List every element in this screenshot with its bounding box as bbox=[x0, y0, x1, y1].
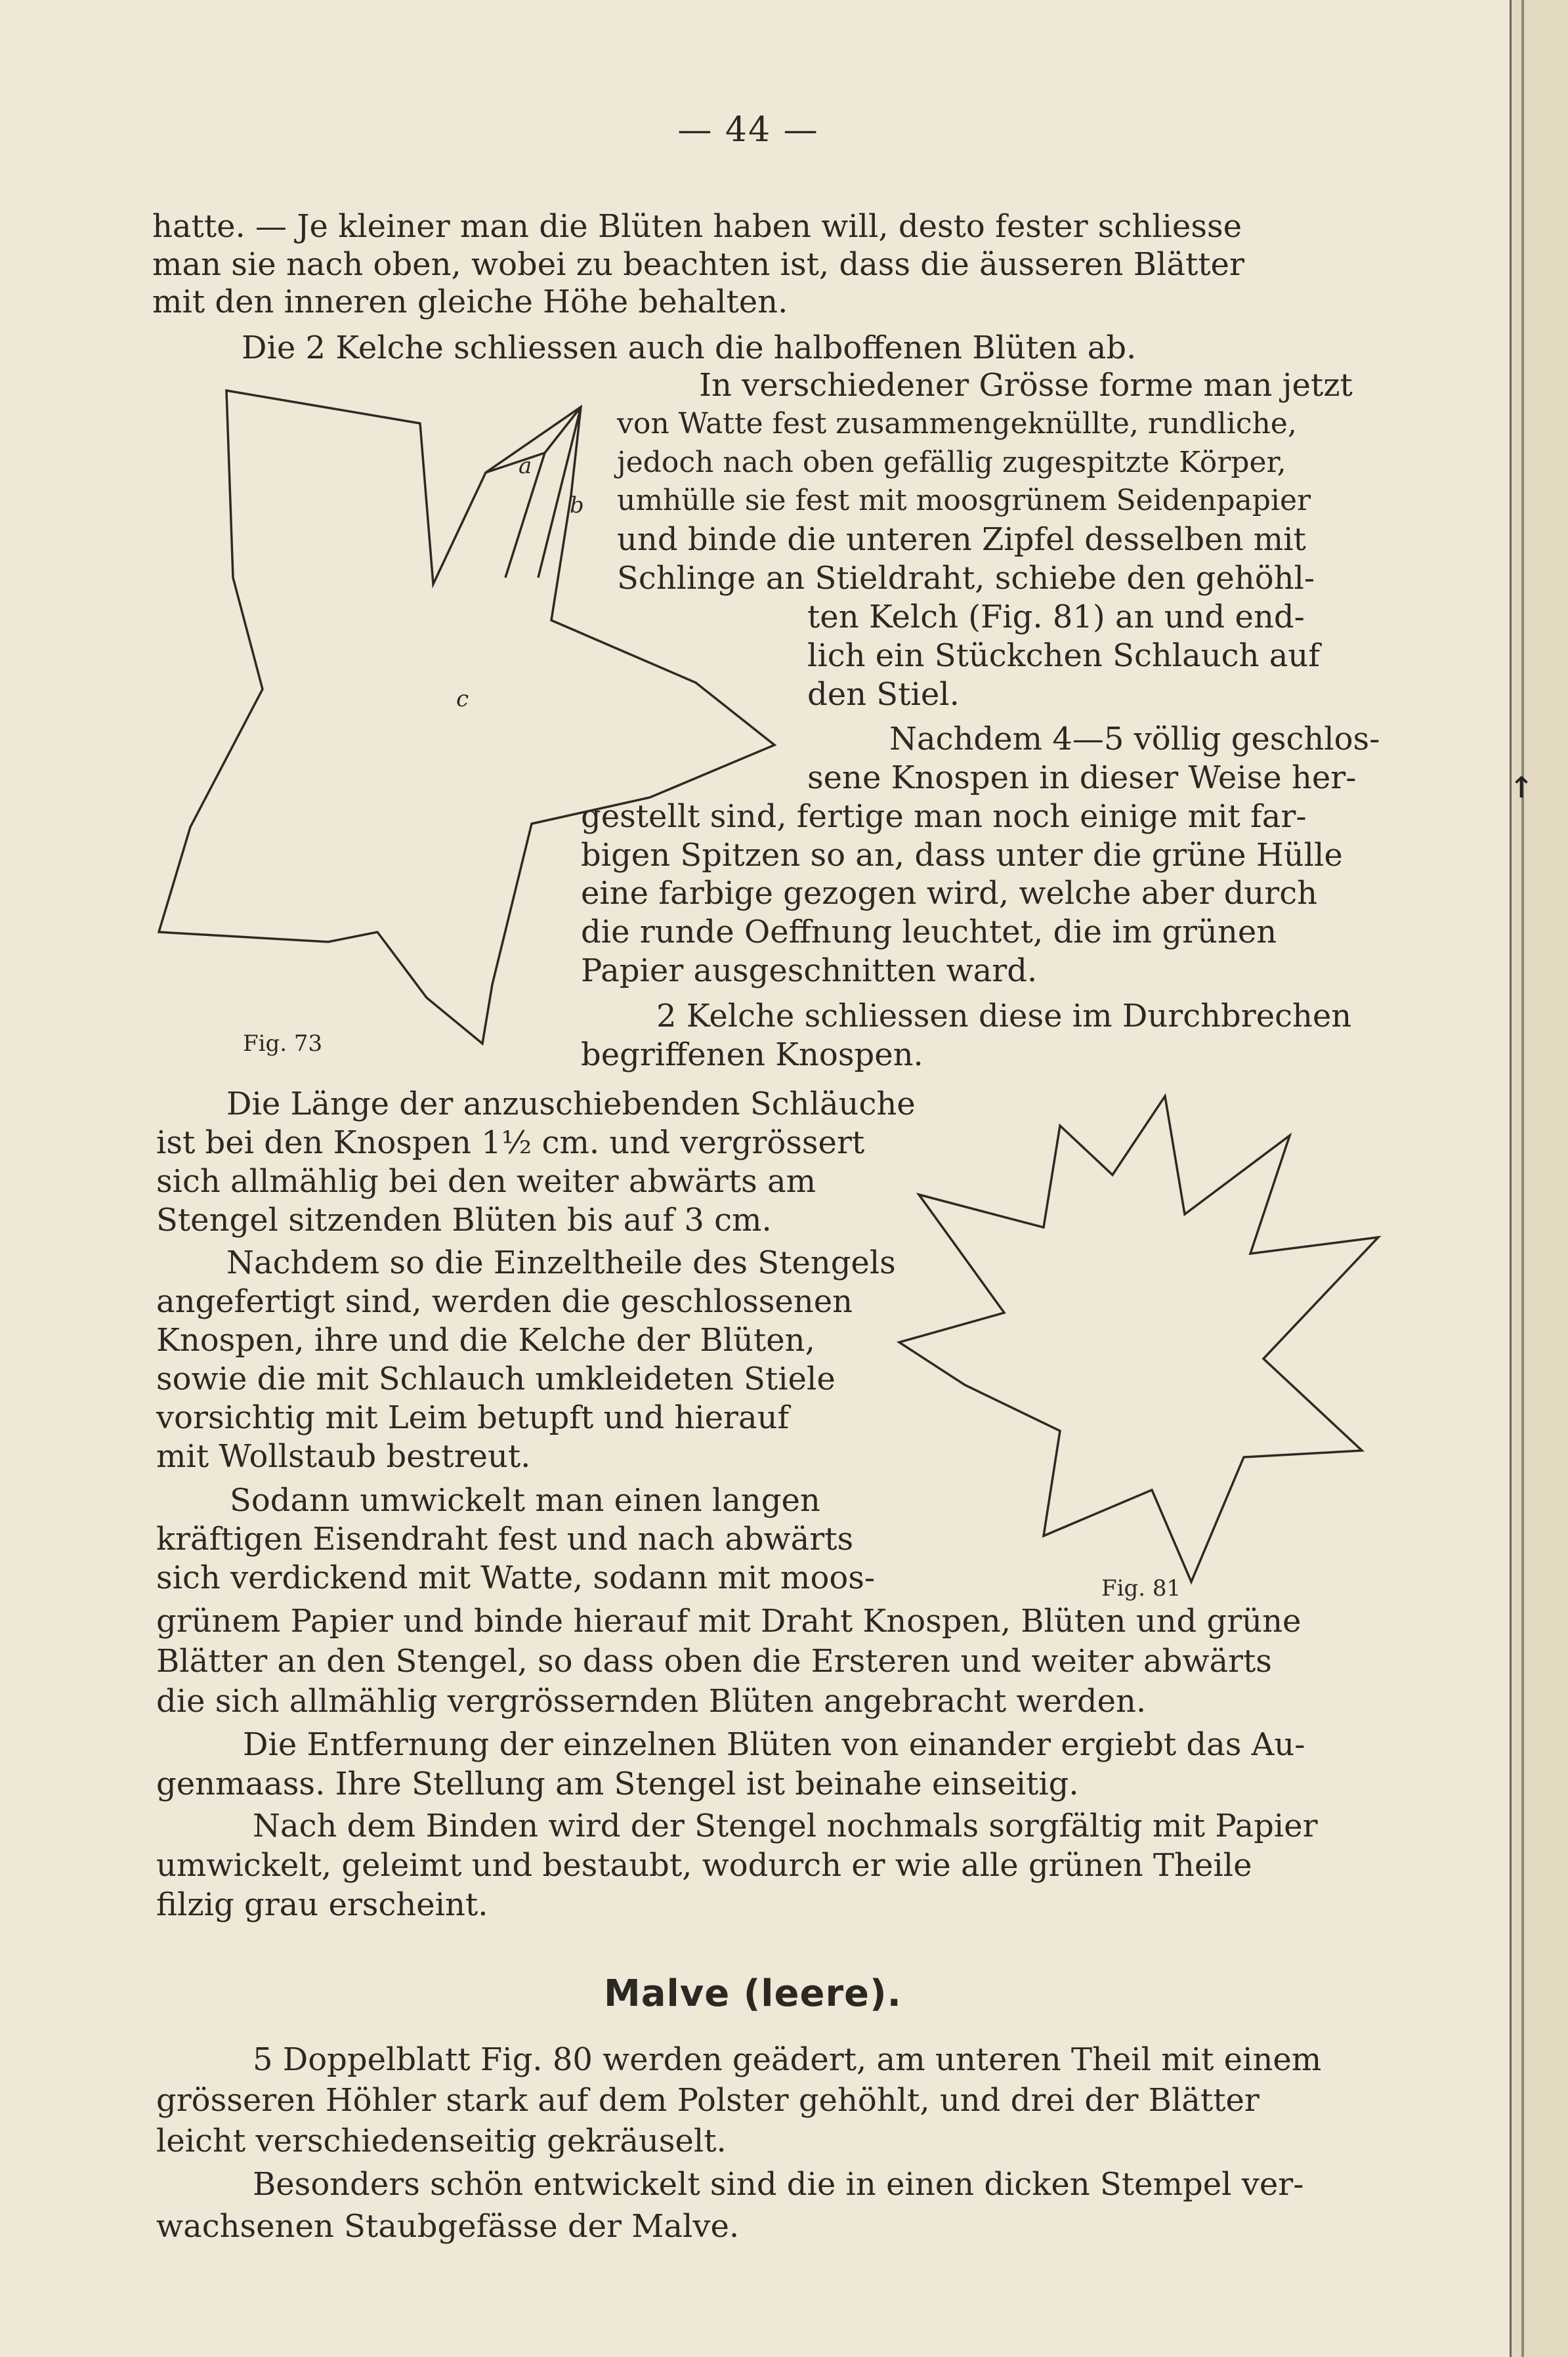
text-line: Stengel sitzenden Blüten bis auf 3 cm. bbox=[156, 1202, 772, 1239]
text-line: Nach dem Binden wird der Stengel nochmals sorgfältig mit Papier bbox=[253, 1808, 1318, 1844]
text-line: filzig grau erscheint. bbox=[156, 1886, 488, 1923]
text-line: und binde die unteren Zipfel desselben mit bbox=[617, 521, 1306, 558]
text-line: wachsenen Staubgefässe der Malve. bbox=[156, 2208, 740, 2245]
binding-mark-icon: ↑ bbox=[1510, 761, 1534, 807]
text-line: Nachdem so die Einzeltheile des Stengels bbox=[226, 1244, 896, 1281]
text-line: Die 2 Kelche schliessen auch die halboffenen Blüten ab. bbox=[242, 329, 1137, 366]
text-line: jedoch nach oben gefällig zugespitzte Körper, bbox=[617, 446, 1286, 479]
text-line: gestellt sind, fertige man noch einige mit far- bbox=[581, 798, 1307, 835]
text-line: Nachdem 4—5 völlig geschlos- bbox=[889, 721, 1380, 757]
figure-81-outline bbox=[899, 1096, 1378, 1582]
text-line: Die Entfernung der einzelnen Blüten von einander ergiebt das Au- bbox=[243, 1726, 1305, 1763]
text-line: Sodann umwickelt man einen langen bbox=[230, 1482, 820, 1519]
figure-73-caption: Fig. 73 bbox=[243, 1030, 323, 1057]
text-line: Papier ausgeschnitten ward. bbox=[581, 952, 1038, 989]
text-line: vorsichtig mit Leim betupft und hierauf bbox=[156, 1399, 790, 1436]
figure-73-label-a: a bbox=[519, 453, 532, 479]
text-line: hatte. — Je kleiner man die Blüten haben will, desto fester schliesse bbox=[152, 208, 1242, 245]
text-line: ten Kelch (Fig. 81) an und end- bbox=[807, 599, 1305, 635]
text-line: Die Länge der anzuschiebenden Schläuche bbox=[226, 1086, 916, 1122]
text-line: man sie nach oben, wobei zu beachten ist, dass die äusseren Blätter bbox=[152, 246, 1244, 283]
text-line: Blätter an den Stengel, so dass oben die Ersteren und weiter abwärts bbox=[156, 1643, 1272, 1680]
text-line: eine farbige gezogen wird, welche aber durch bbox=[581, 875, 1318, 912]
text-line: bigen Spitzen so an, dass unter die grüne Hülle bbox=[581, 837, 1343, 874]
text-line: kräftigen Eisendraht fest und nach abwärts bbox=[156, 1521, 854, 1558]
text-line: Besonders schön entwickelt sind die in einen dicken Stempel ver- bbox=[253, 2166, 1304, 2203]
figure-73-label-c: c bbox=[456, 686, 469, 712]
text-line: begriffenen Knospen. bbox=[581, 1036, 923, 1073]
text-line: grünem Papier und binde hierauf mit Draht Knospen, Blüten und grüne bbox=[156, 1603, 1302, 1640]
section-heading: Malve (leere). bbox=[604, 1972, 902, 2015]
text-line: mit Wollstaub bestreut. bbox=[156, 1438, 531, 1475]
text-line: sowie die mit Schlauch umkleideten Stiele bbox=[156, 1361, 836, 1397]
text-line: sich verdickend mit Watte, sodann mit moos- bbox=[156, 1560, 876, 1596]
text-line: lich ein Stückchen Schlauch auf bbox=[807, 637, 1321, 674]
text-line: genmaass. Ihre Stellung am Stengel ist beinahe einseitig. bbox=[156, 1766, 1079, 1802]
text-line: mit den inneren gleiche Höhe behalten. bbox=[152, 284, 788, 320]
text-line: sich allmählig bei den weiter abwärts am bbox=[156, 1163, 816, 1200]
text-line: ist bei den Knospen 1½ cm. und vergrössert bbox=[156, 1124, 865, 1161]
text-line: 2 Kelche schliessen diese im Durchbrechen bbox=[656, 998, 1352, 1034]
figure-81-caption: Fig. 81 bbox=[1101, 1575, 1181, 1602]
text-line: umwickelt, geleimt und bestaubt, wodurch er wie alle grünen Theile bbox=[156, 1847, 1252, 1884]
text-line: die runde Oeffnung leuchtet, die im grünen bbox=[581, 914, 1277, 950]
text-line: 5 Doppelblatt Fig. 80 werden geädert, am unteren Theil mit einem bbox=[253, 2041, 1322, 2078]
text-line: den Stiel. bbox=[807, 676, 960, 713]
text-line: umhülle sie fest mit moosgrünem Seidenpapier bbox=[617, 484, 1311, 517]
text-line: grösseren Höhler stark auf dem Polster gehöhlt, und drei der Blätter bbox=[156, 2082, 1260, 2119]
page-number: — 44 — bbox=[677, 110, 819, 150]
text-line: sene Knospen in dieser Weise her- bbox=[807, 759, 1357, 796]
text-line: leicht verschiedenseitig gekräuselt. bbox=[156, 2123, 727, 2159]
text-line: In verschiedener Grösse forme man jetzt bbox=[699, 367, 1353, 404]
figure-73-label-b: b bbox=[570, 492, 584, 519]
text-line: Schlinge an Stieldraht, schiebe den gehöhl- bbox=[617, 560, 1315, 597]
text-line: die sich allmählig vergrössernden Blüten angebracht werden. bbox=[156, 1683, 1147, 1720]
text-line: Knospen, ihre und die Kelche der Blüten, bbox=[156, 1322, 815, 1359]
text-line: von Watte fest zusammengeknüllte, rundliche, bbox=[617, 407, 1297, 440]
text-line: angefertigt sind, werden die geschlossenen bbox=[156, 1283, 853, 1320]
